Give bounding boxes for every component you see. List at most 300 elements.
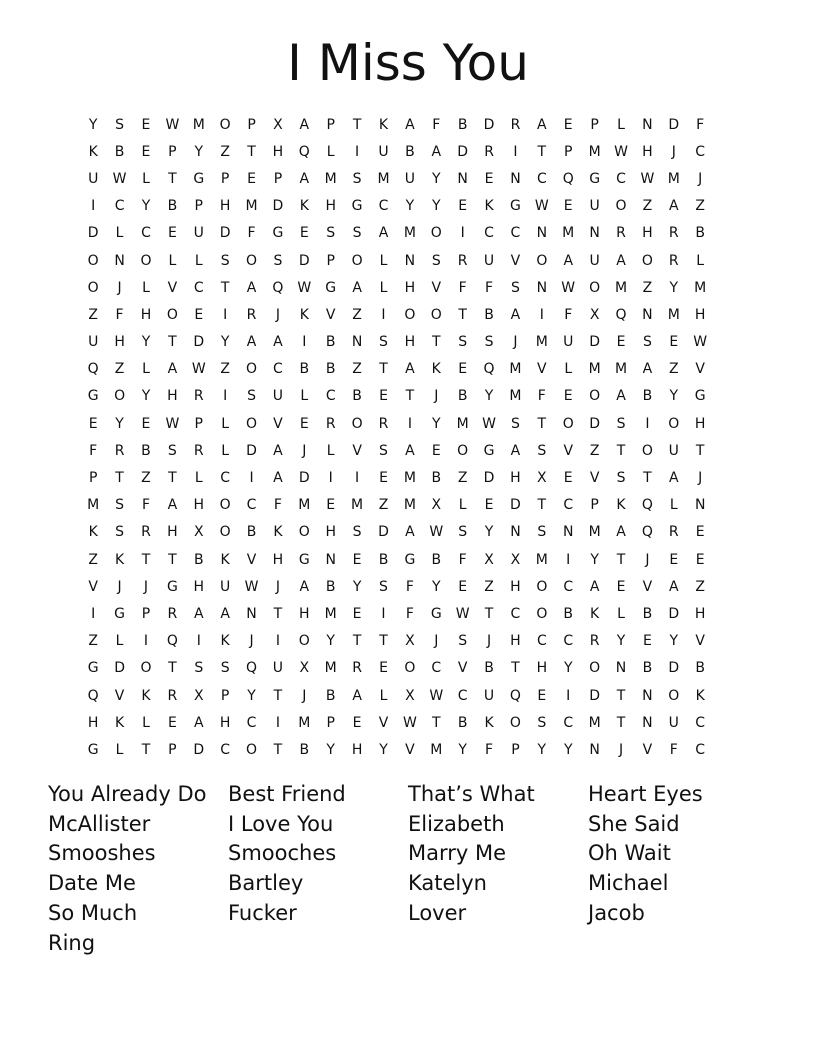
word-list-item: So Much [48,900,138,925]
grid-letter: E [194,306,204,323]
word-list-item: Best Friend [228,782,346,806]
grid-letter: G [325,279,337,296]
grid-letter: Q [641,497,653,514]
grid-letter: B [405,143,415,160]
grid-letter: C [325,388,336,405]
grid-letter: X [405,633,415,650]
grid-row [80,437,740,464]
grid-letter: M [324,170,337,187]
grid-letter: O [298,633,310,650]
grid-letter: Z [378,497,389,514]
grid-letter: P [88,470,98,487]
grid-letter: D [668,605,680,622]
grid-letter: K [590,605,600,622]
grid-letter: A [273,334,283,351]
grid-letter: G [272,225,284,242]
grid-letter: T [273,687,283,704]
grid-letter: A [299,578,310,595]
grid-letter: U [589,198,600,215]
grid-letter: O [140,660,152,677]
grid-letter: F [485,741,494,758]
word-list-item: Smooshes [48,841,156,866]
grid-letter: K [220,551,230,568]
word-column [48,780,228,958]
grid-letter: E [484,170,494,187]
word-list-item: Elizabeth [408,811,505,836]
grid-letter: V [405,741,415,758]
grid-letter: W [112,170,127,187]
grid-letter: N [642,306,653,323]
grid-letter: C [193,279,204,296]
grid-row [80,600,740,627]
grid-letter: E [379,388,388,405]
grid-letter: D [272,198,284,215]
word-list-item: She Said [588,811,680,836]
word-list-item: Oh Wait [588,841,671,866]
grid-letter: U [193,225,204,242]
grid-row [80,736,740,763]
grid-letter: N [615,660,627,677]
grid-letter: W [297,279,312,296]
grid-letter: K [114,714,125,731]
grid-letter: Q [87,687,99,704]
grid-letter: A [273,442,283,459]
grid-letter: X [431,497,442,514]
grid-letter: T [431,714,441,731]
grid-letter: K [220,633,230,650]
grid-letter: O [219,116,231,133]
grid-letter: N [404,252,416,269]
grid-letter: A [352,687,362,704]
grid-letter: B [484,660,494,677]
grid-letter: C [616,170,626,187]
grid-letter: R [193,442,204,459]
grid-letter: E [616,578,626,595]
grid-letter: T [168,551,177,568]
grid-letter: V [695,361,705,378]
grid-letter: A [167,497,178,514]
grid-letter: T [379,361,388,378]
grid-letter: O [404,660,416,677]
grid-letter: Y [616,633,626,650]
grid-letter: D [510,497,521,514]
grid-letter: I [328,470,333,487]
grid-letter: H [536,660,548,677]
grid-letter: V [642,741,653,758]
grid-letter: Y [537,741,547,758]
grid-letter: E [458,361,468,378]
grid-letter: A [246,334,257,351]
grid-letter: M [456,415,469,432]
grid-letter: S [431,252,441,269]
grid-letter: K [114,551,125,568]
grid-letter: H [325,198,336,215]
grid-letter: Q [562,170,574,187]
grid-letter: E [563,116,573,133]
grid-letter: E [167,225,177,242]
grid-letter: N [536,279,548,296]
grid-letter: J [117,279,122,296]
grid-letter: N [642,687,653,704]
grid-letter: P [141,605,151,622]
grid-letter: S [326,225,336,242]
grid-letter: M [403,225,416,242]
grid-letter: T [458,306,467,323]
grid-letter: B [642,388,653,405]
grid-letter: A [431,143,442,160]
grid-letter: W [693,334,708,351]
grid-letter: E [458,578,468,595]
grid-row [80,383,740,410]
grid-letter: V [642,578,653,595]
grid-letter: H [694,415,706,432]
grid-letter: S [642,334,652,351]
grid-letter: U [272,388,284,405]
grid-letter: A [246,279,257,296]
grid-letter: S [220,660,230,677]
grid-letter: A [616,388,626,405]
grid-letter: N [589,741,600,758]
grid-letter: D [298,470,310,487]
grid-letter: X [193,524,204,541]
grid-letter: M [509,388,522,405]
grid-letter: Y [590,551,599,568]
grid-letter: A [537,116,547,133]
grid-letter: A [405,442,415,459]
grid-letter: S [352,225,362,242]
grid-letter: M [298,497,311,514]
grid-row [80,274,740,301]
grid-letter: L [142,714,150,731]
grid-letter: T [168,660,177,677]
grid-letter: O [219,524,231,541]
grid-letter: H [351,741,363,758]
grid-letter: T [537,497,547,514]
grid-letter: D [668,660,680,677]
grid-letter: E [167,714,177,731]
grid-letter: A [299,116,310,133]
grid-letter: S [273,252,283,269]
grid-letter: S [352,170,362,187]
grid-letter: J [434,633,439,650]
grid-letter: L [326,143,335,160]
grid-letter: S [511,279,520,296]
grid-letter: T [643,470,652,487]
grid-letter: M [667,306,680,323]
grid-letter: Z [457,470,468,487]
grid-letter: H [193,497,205,514]
grid-letter: S [484,334,494,351]
grid-letter: O [114,388,126,405]
grid-letter: P [326,714,335,731]
grid-letter: T [168,470,177,487]
grid-letter: V [378,714,389,731]
grid-letter: M [324,605,337,622]
grid-letter: H [219,714,231,731]
grid-letter: V [537,361,547,378]
grid-letter: J [698,170,703,187]
grid-letter: H [694,605,706,622]
word-list-item: Michael [588,871,669,896]
grid-letter: Y [115,415,124,432]
grid-letter: Z [668,361,679,378]
grid-letter: L [115,633,124,650]
grid-letter: H [272,143,284,160]
grid-letter: D [589,334,600,351]
grid-letter: D [298,252,310,269]
grid-letter: M [562,225,575,242]
grid-row [80,628,740,655]
grid-letter: J [618,741,624,758]
grid-letter: P [220,687,230,704]
grid-letter: Y [484,388,494,405]
grid-letter: B [352,388,362,405]
grid-letter: P [168,741,177,758]
grid-letter: H [167,388,178,405]
grid-letter: O [589,388,601,405]
grid-letter: M [403,470,416,487]
grid-letter: S [537,524,547,541]
grid-letter: C [246,497,257,514]
grid-row [80,356,740,383]
grid-letter: E [431,442,441,459]
grid-letter: M [377,170,390,187]
grid-letter: H [114,334,125,351]
grid-letter: E [379,470,388,487]
grid-letter: A [405,524,415,541]
grid-letter: Y [669,633,679,650]
grid-letter: E [299,415,309,432]
grid-letter: F [432,116,441,133]
grid-letter: D [114,660,125,677]
grid-letter: E [379,660,388,677]
grid-letter: K [431,361,441,378]
grid-letter: J [645,551,650,568]
grid-letter: O [536,252,548,269]
grid-letter: A [405,116,415,133]
grid-letter: P [326,116,335,133]
grid-row [80,492,740,519]
grid-letter: M [588,361,601,378]
grid-letter: C [536,170,547,187]
grid-letter: L [617,605,625,622]
grid-letter: V [246,551,257,568]
grid-letter: B [457,116,468,133]
grid-letter: P [247,116,256,133]
grid-letter: F [564,306,573,323]
grid-letter: S [458,524,468,541]
grid-letter: G [694,388,706,405]
word-list-item: Date Me [48,871,136,896]
grid-letter: Y [431,198,441,215]
grid-letter: J [486,633,492,650]
grid-letter: D [483,116,495,133]
grid-letter: L [221,415,230,432]
grid-letter: A [616,524,626,541]
grid-letter: R [510,116,521,133]
grid-letter: H [510,633,521,650]
grid-letter: C [695,143,706,160]
grid-letter: Y [431,578,441,595]
grid-letter: B [431,470,442,487]
grid-letter: C [141,225,151,242]
page-title: I Miss You [287,34,529,92]
grid-letter: I [381,306,386,323]
grid-letter: T [616,551,626,568]
grid-letter: K [299,306,309,323]
grid-letter: Y [247,687,256,704]
grid-letter: T [537,143,547,160]
grid-row [80,247,740,274]
grid-letter: R [378,415,389,432]
grid-letter: E [141,143,151,160]
grid-letter: G [193,170,205,187]
grid-letter: I [355,143,360,160]
grid-letter: I [275,633,280,650]
grid-letter: E [141,415,151,432]
grid-letter: L [669,497,678,514]
grid-letter: A [273,470,283,487]
grid-row [80,138,740,165]
grid-letter: M [614,361,628,378]
grid-letter: O [246,415,258,432]
grid-letter: L [564,361,573,378]
grid-letter: B [457,714,468,731]
grid-letter: F [537,388,546,405]
grid-row [80,220,740,247]
word-list-item: Lover [408,900,467,925]
grid-letter: E [695,551,705,568]
grid-letter: E [352,714,362,731]
grid-letter: K [88,524,98,541]
grid-letter: O [166,306,178,323]
grid-letter: O [87,252,99,269]
grid-letter: Y [326,633,335,650]
grid-letter: S [537,442,547,459]
grid-letter: R [167,687,178,704]
grid-letter: C [563,633,574,650]
grid-letter: T [352,633,362,650]
word-column [408,780,588,958]
grid-letter: H [219,198,231,215]
grid-letter: O [536,605,548,622]
grid-letter: K [141,687,151,704]
grid-row [80,709,740,736]
grid-letter: N [536,225,548,242]
grid-letter: D [457,143,469,160]
grid-letter: O [404,306,416,323]
grid-letter: Y [141,388,151,405]
grid-letter: M [614,279,628,296]
grid-letter: H [510,470,521,487]
grid-letter: R [193,388,204,405]
grid-letter: O [430,306,442,323]
grid-letter: N [510,524,521,541]
grid-letter: R [668,252,679,269]
grid-letter: H [140,306,152,323]
grid-letter: Q [615,306,627,323]
grid-letter: U [563,334,574,351]
grid-letter: A [220,605,230,622]
grid-letter: L [617,116,625,133]
grid-letter: Y [431,415,441,432]
grid-letter: J [275,578,280,595]
grid-letter: O [668,687,680,704]
grid-letter: T [537,415,547,432]
grid-letter: X [484,551,494,568]
grid-letter: T [511,660,520,677]
grid-letter: J [143,578,149,595]
grid-letter: Q [246,660,258,677]
grid-letter: S [537,714,547,731]
grid-letter: L [142,170,150,187]
grid-letter: P [326,252,335,269]
grid-letter: W [244,578,259,595]
grid-letter: I [302,334,307,351]
grid-letter: P [220,170,230,187]
grid-letter: E [352,551,362,568]
grid-letter: F [458,551,467,568]
grid-letter: S [194,660,204,677]
grid-letter: C [457,687,468,704]
grid-letter: M [535,551,548,568]
grid-letter: W [429,687,444,704]
grid-letter: T [168,170,177,187]
grid-letter: Q [298,143,310,160]
grid-letter: S [115,497,125,514]
grid-letter: F [273,497,282,514]
grid-letter: O [246,252,258,269]
grid-letter: G [510,198,521,215]
grid-letter: M [245,198,258,215]
grid-letter: M [535,334,548,351]
grid-letter: C [510,605,521,622]
grid-letter: Z [589,442,600,459]
grid-letter: L [115,741,124,758]
grid-letter: T [484,605,494,622]
grid-letter: E [247,170,256,187]
grid-letter: Z [114,361,125,378]
grid-letter: O [87,279,99,296]
grid-letter: G [351,198,363,215]
grid-letter: F [485,279,494,296]
grid-letter: E [669,551,679,568]
grid-letter: I [91,605,96,622]
grid-letter: Y [431,170,441,187]
grid-letter: H [299,605,310,622]
grid-letter: P [194,198,203,215]
grid-letter: K [88,143,98,160]
grid-letter: W [165,116,180,133]
letter-grid [80,111,740,764]
grid-letter: F [89,442,98,459]
grid-letter: N [589,225,600,242]
grid-letter: B [167,198,178,215]
grid-letter: L [168,252,177,269]
grid-letter: U [404,170,415,187]
grid-letter: K [695,687,705,704]
grid-letter: Z [642,198,653,215]
grid-letter: N [562,524,574,541]
grid-letter: E [563,470,573,487]
grid-letter: W [455,605,470,622]
word-list-item: That’s What [408,782,535,806]
grid-letter: W [482,415,496,432]
grid-letter: J [671,143,676,160]
grid-letter: A [669,198,679,215]
grid-row [80,410,740,437]
grid-letter: L [326,442,335,459]
